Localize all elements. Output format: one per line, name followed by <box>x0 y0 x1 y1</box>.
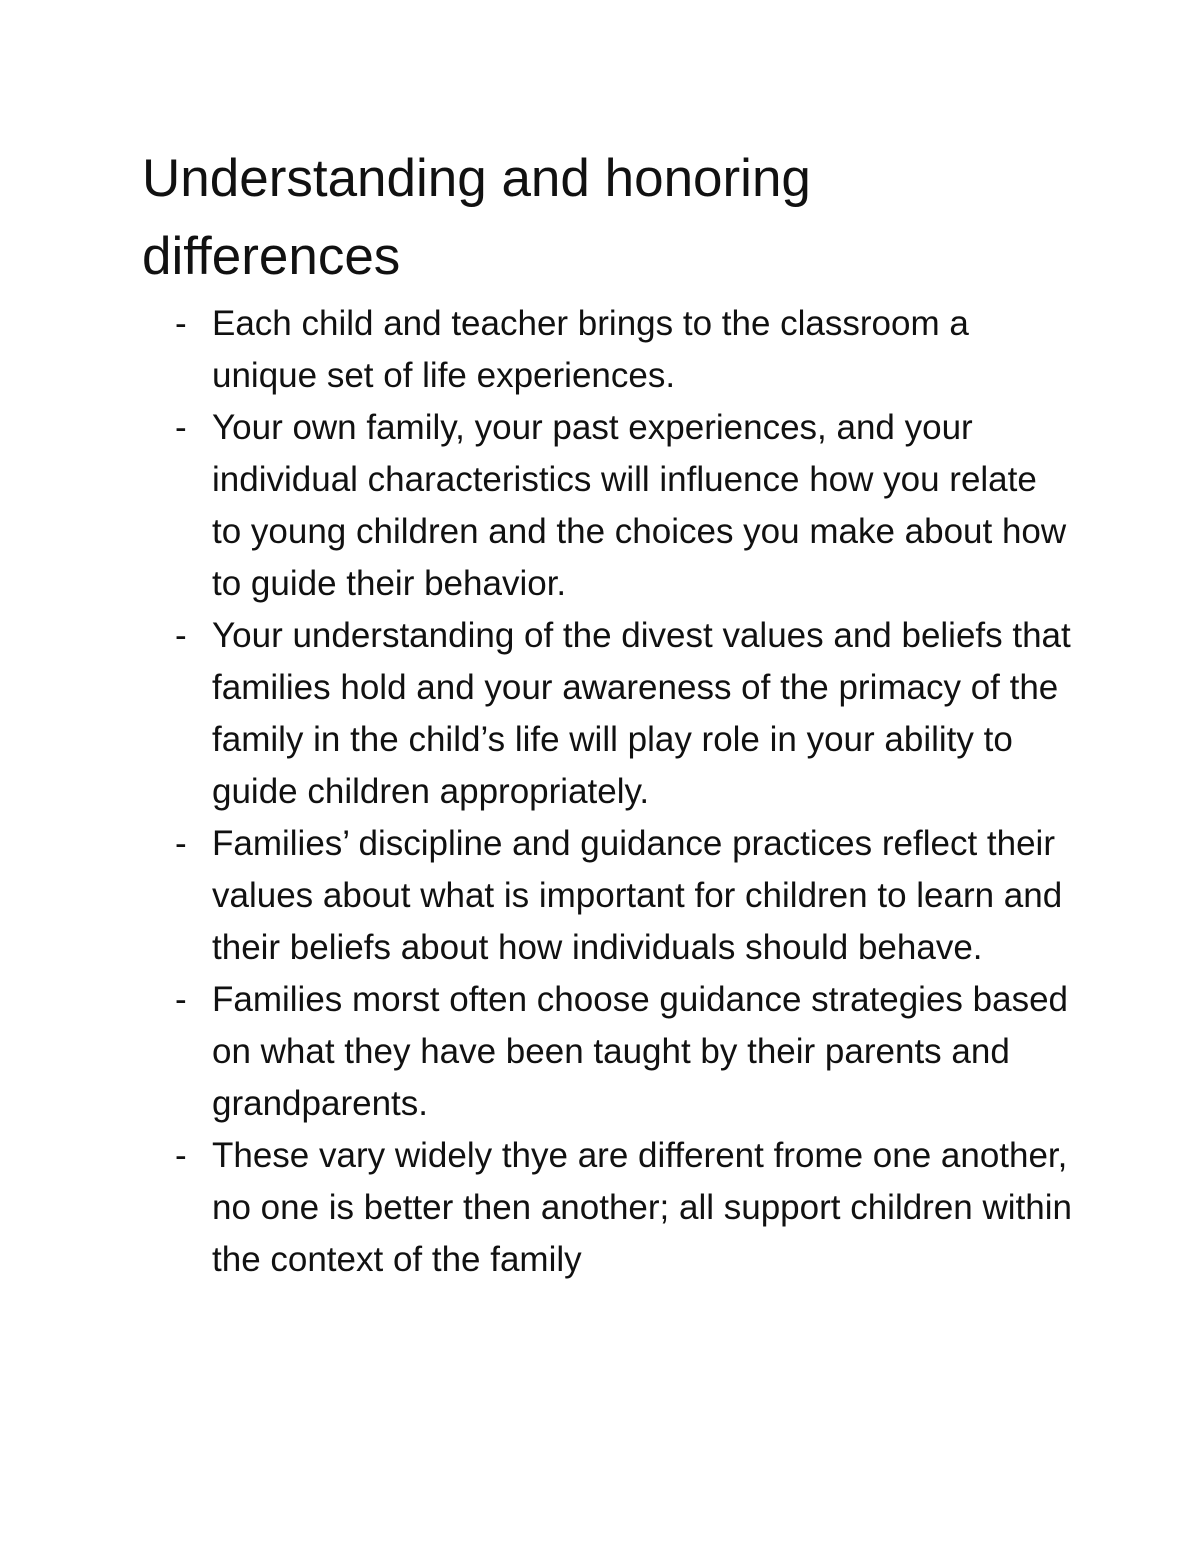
bullet-item <box>142 298 1072 402</box>
bullet-item <box>142 1130 1072 1286</box>
bullet-item <box>142 974 1072 1130</box>
bullet-dash: - <box>175 824 187 863</box>
bullet-item <box>142 818 1072 974</box>
document-content <box>142 140 1072 1286</box>
bullet-text: Families’ discipline and guidance practices reflect their values about what is important for children to learn and their beliefs about how individuals should behave. <box>212 824 1063 967</box>
bullet-item <box>142 402 1072 610</box>
bullet-dash: - <box>175 1136 187 1175</box>
bullet-text: Your own family, your past experiences, and your individual characteristics will influence how you relate to young children and the choices you make about how to guide their behavior. <box>212 408 1067 603</box>
bullet-dash: - <box>175 616 187 655</box>
bullet-dash: - <box>175 980 187 1019</box>
bullet-text: Families morst often choose guidance strategies based on what they have been taught by their parents and grandparents. <box>212 980 1069 1123</box>
bullet-text: Your understanding of the divest values and beliefs that families hold and your awareness of the primacy of the family in the child’s life will play role in your ability to guide children appropriately. <box>212 616 1071 811</box>
bullet-dash: - <box>175 408 187 447</box>
bullet-dash: - <box>175 304 187 343</box>
bullet-text: These vary widely thye are different frome one another, no one is better then another; all support children within the context of the family <box>212 1136 1072 1279</box>
bullet-item <box>142 610 1072 818</box>
bullet-list <box>142 298 1072 1286</box>
document-title: Understanding and honoring differences <box>142 149 811 286</box>
bullet-text: Each child and teacher brings to the classroom a unique set of life experiences. <box>212 304 969 395</box>
